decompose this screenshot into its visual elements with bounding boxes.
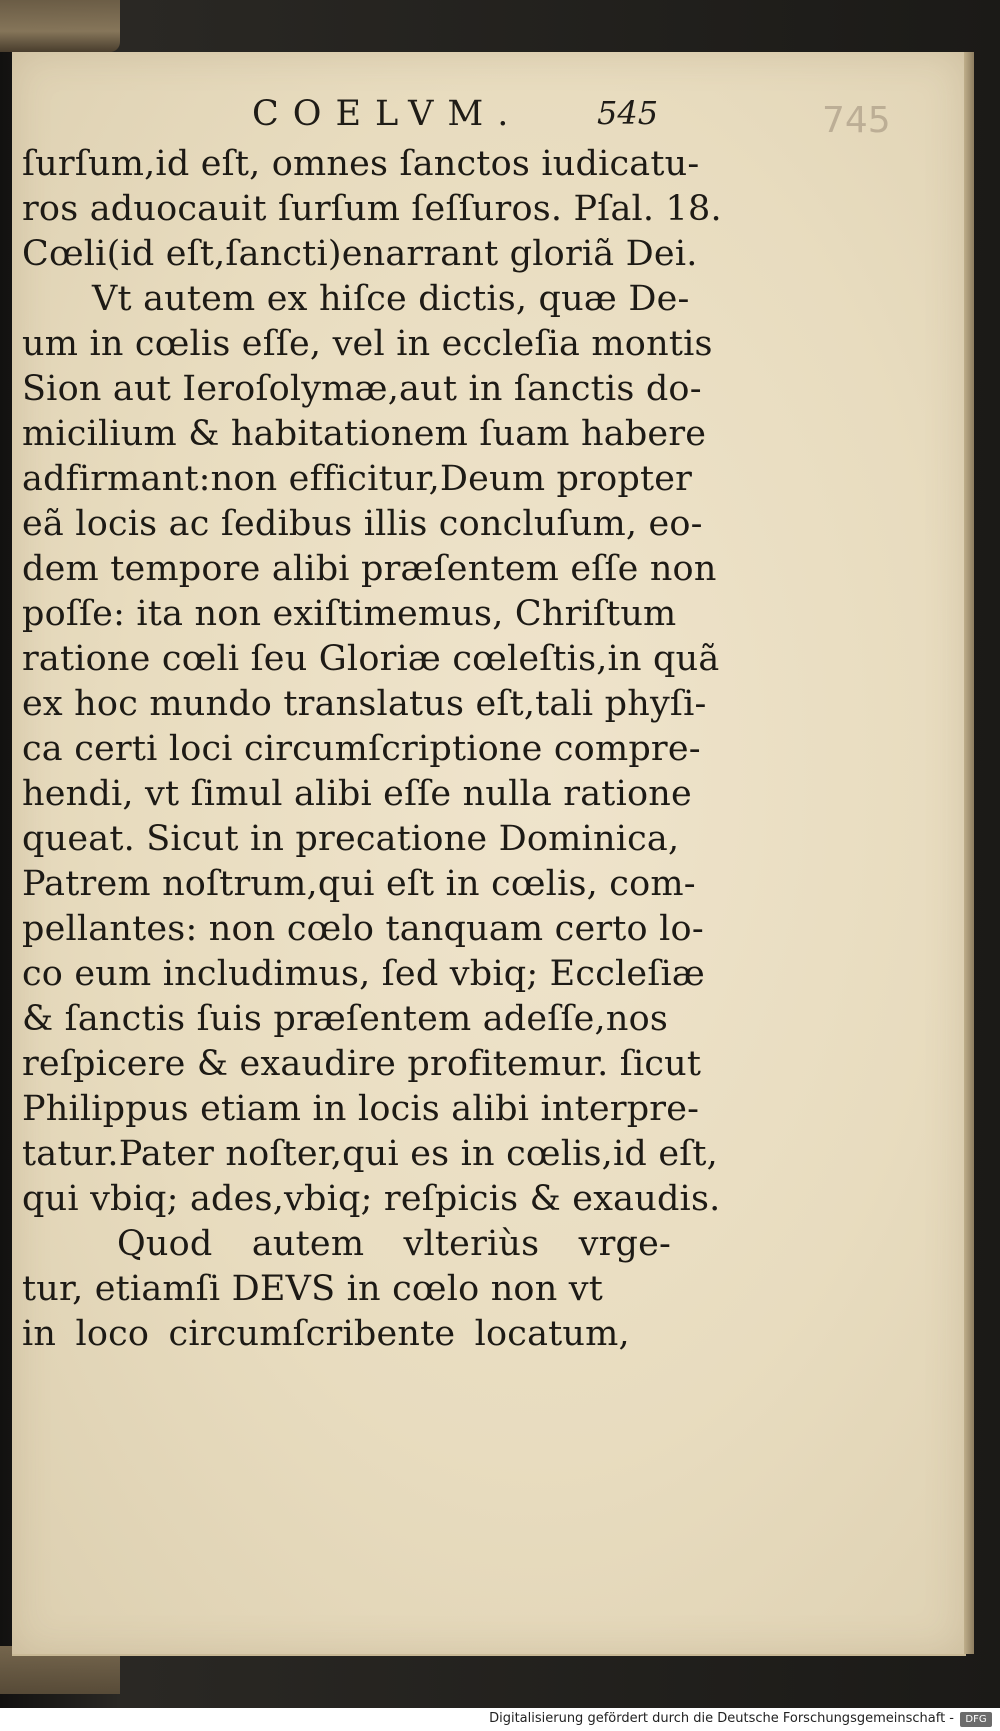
book-page xyxy=(12,52,966,1656)
text-line: ratione cœli ſeu Gloriæ cœleſtis,in quã xyxy=(22,639,720,679)
footer-credit: Digitalisierung gefördert durch die Deutsche Forschungsgemeinschaft - xyxy=(489,1711,954,1726)
text-line: tur, etiamſi DEVS in cœlo non vt xyxy=(22,1269,604,1309)
text-line: Sion aut Ieroſolymæ,aut in ſanctis do- xyxy=(22,369,702,409)
text-line: queat. Sicut in precatione Dominica, xyxy=(22,819,680,859)
pencil-folio-mark: 745 xyxy=(822,100,891,141)
text-line: pellantes: non cœlo tanquam certo lo- xyxy=(22,909,704,949)
text-line: Quod autem vlteriùs vrge- xyxy=(117,1224,672,1264)
text-line: ca certi loci circumſcriptione compre- xyxy=(22,729,701,769)
text-line: um in cœlis eſſe, vel in eccleſia montis xyxy=(22,324,713,364)
text-line: co eum includimus, ſed vbiq; Eccleſiæ xyxy=(22,954,705,994)
dfg-logo: DFG xyxy=(960,1712,992,1727)
text-line: ex hoc mundo translatus eſt,tali phyſi- xyxy=(22,684,707,724)
running-head: COELVM. xyxy=(252,94,523,134)
text-line: micilium & habitationem ſuam habere xyxy=(22,414,707,454)
text-line: reſpicere & exaudire profitemur. ſicut xyxy=(22,1044,702,1084)
text-line: poſſe: ita non exiſtimemus, Chriſtum xyxy=(22,594,677,634)
text-line: ſurſum,id eſt, omnes ſanctos iudicatu- xyxy=(22,144,700,184)
text-line: eã locis ac ſedibus illis concluſum, eo- xyxy=(22,504,703,544)
text-line: ros aduocauit ſurſum ſeſſuros. Pſal. 18. xyxy=(22,189,722,229)
text-line: in loco circumſcribente locatum, xyxy=(22,1314,630,1354)
text-line: hendi, vt ſimul alibi eſſe nulla ratione xyxy=(22,774,692,814)
text-line: dem tempore alibi præſentem eſſe non xyxy=(22,549,717,589)
binding-tab-top xyxy=(0,0,120,52)
body-text xyxy=(22,140,722,1380)
text-line: tatur.Pater noſter,qui es in cœlis,id eſt, xyxy=(22,1134,718,1174)
text-line: & ſanctis ſuis præſentem adeſſe,nos xyxy=(22,999,669,1039)
text-line: Philippus etiam in locis alibi interpre- xyxy=(22,1089,700,1129)
text-line: Cœli(id eſt,ſancti)enarrant gloriã Dei. xyxy=(22,234,698,274)
page-edge xyxy=(964,52,974,1654)
page-number: 545 xyxy=(597,94,659,132)
page-header xyxy=(12,94,964,144)
text-line: Vt autem ex hiſce dictis, quæ De- xyxy=(92,279,690,319)
text-line: qui vbiq; ades,vbiq; reſpicis & exaudis. xyxy=(22,1179,721,1219)
digitization-footer xyxy=(0,1708,1000,1731)
text-line: adfirmant:non efficitur,Deum propter xyxy=(22,459,693,499)
text-line: Patrem noſtrum,qui eſt in cœlis, com- xyxy=(22,864,696,904)
